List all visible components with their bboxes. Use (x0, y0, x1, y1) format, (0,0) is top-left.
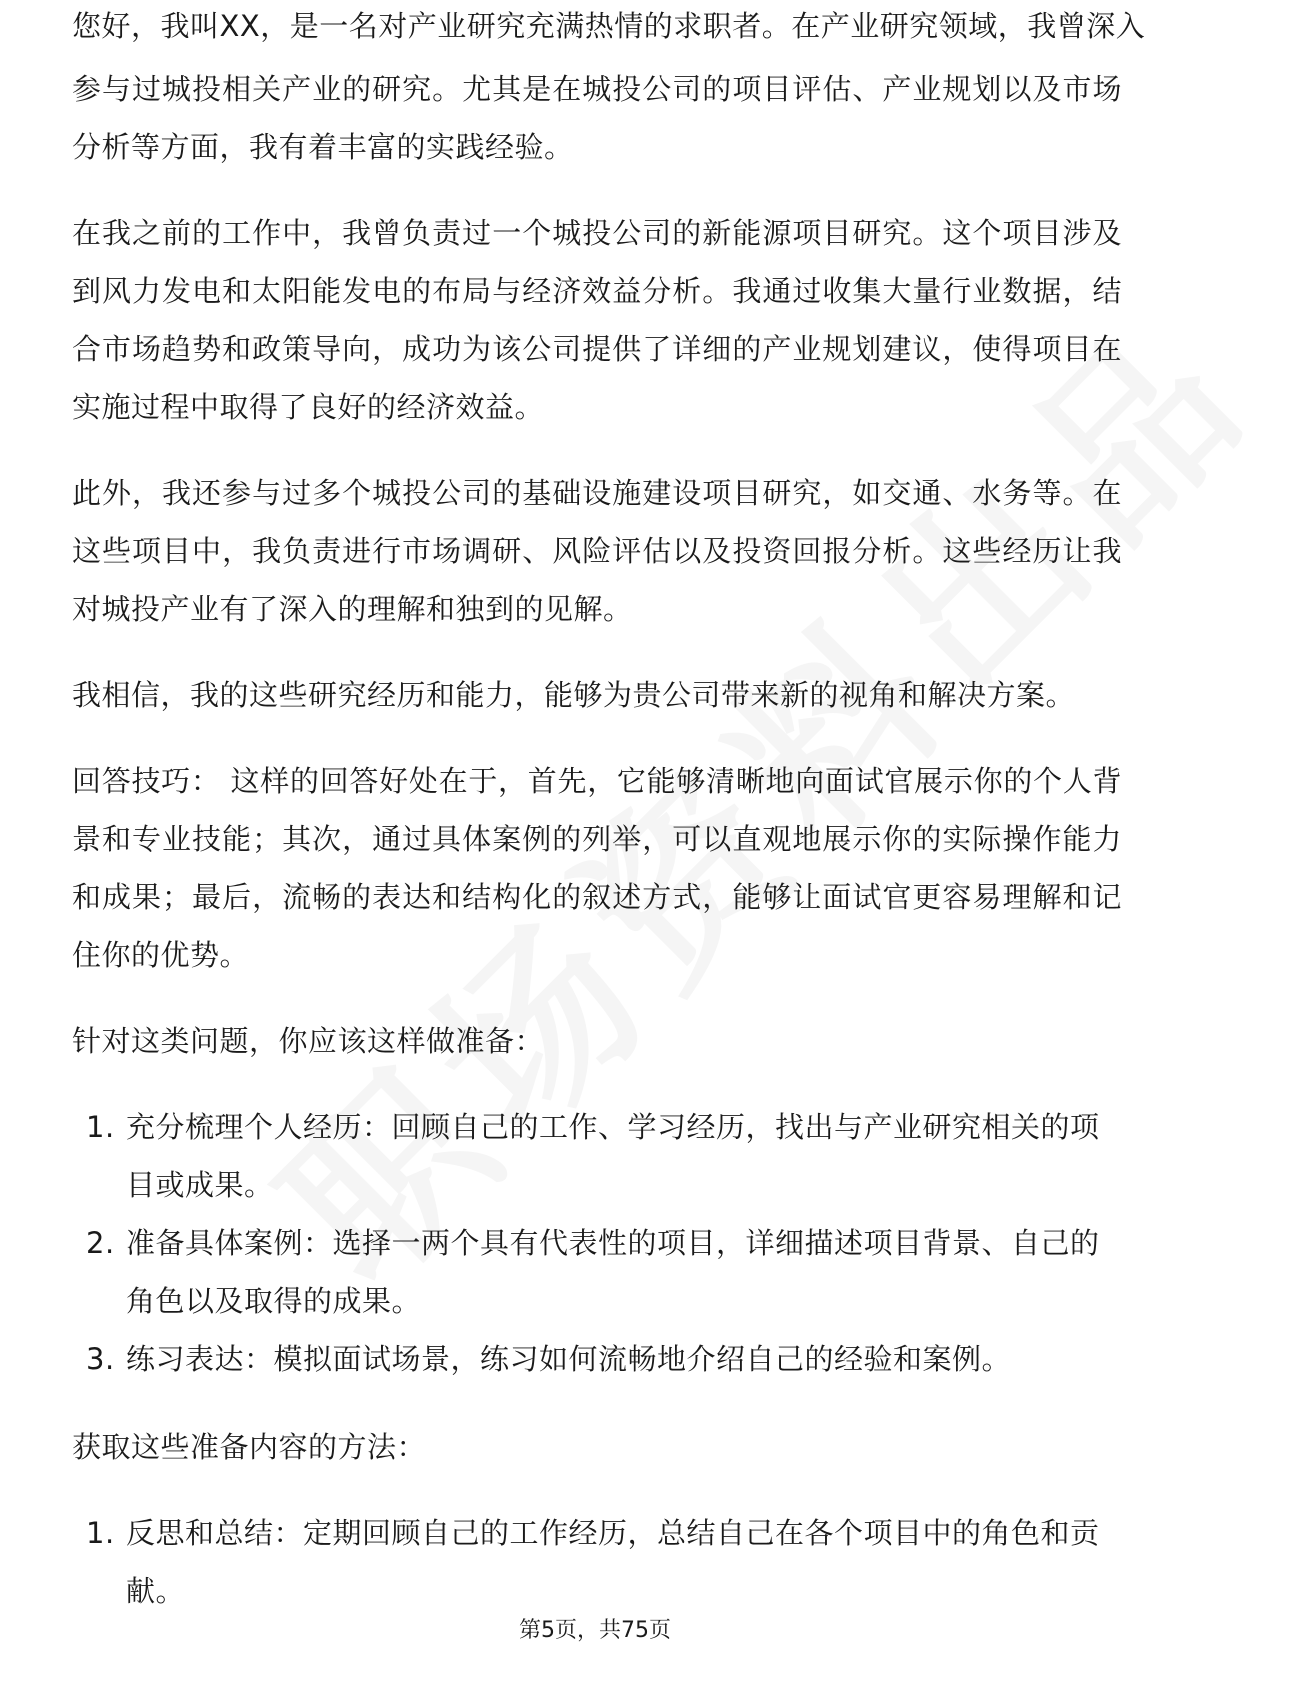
list-item-text: 练习表达：模拟面试场景，练习如何流畅地介绍自己的经验和案例。 (126, 1342, 1012, 1376)
paragraph-experience-intro: 参与过城投相关产业的研究。尤其是在城投公司的项目评估、产业规划以及市场分析等方面，我有着丰富的实践经验。 (72, 72, 1122, 164)
paragraph-conclusion: 我相信，我的这些研究经历和能力，能够为贵公司带来新的视角和解决方案。 (72, 678, 1076, 712)
paragraph-new-energy-project: 在我之前的工作中，我曾负责过一个城投公司的新能源项目研究。这个项目涉及到风力发电和太阳能发电的布局与经济效益分析。我通过收集大量行业数据，结合市场趋势和政策导向，成功为该公司提供了详细的产业规划建议，使得项目在实施过程中取得了良好的经济效益。 (72, 216, 1122, 424)
list-item-number: 3. (86, 1342, 115, 1376)
list-item-text: 充分梳理个人经历：回顾自己的工作、学习经历，找出与产业研究相关的项目或成果。 (126, 1110, 1100, 1202)
document-body (72, 30, 1122, 1650)
list-item (72, 1098, 1122, 1214)
page-footer: 第5页，共75页 (519, 1618, 671, 1643)
list-item-number: 1. (86, 1516, 115, 1550)
list-item-number: 2. (86, 1226, 115, 1260)
list-item-text: 准备具体案例：选择一两个具有代表性的项目，详细描述项目背景、自己的角色以及取得的成果。 (126, 1226, 1100, 1318)
paragraph-preparation-heading: 针对这类问题，你应该这样做准备： (72, 1024, 545, 1058)
list-item (72, 1504, 1122, 1620)
paragraph-infrastructure-projects: 此外，我还参与过多个城投公司的基础设施建设项目研究，如交通、水务等。在这些项目中，我负责进行市场调研、风险评估以及投资回报分析。这些经历让我对城投产业有了深入的理解和独到的见解。 (72, 476, 1122, 626)
paragraph-methods-heading: 获取这些准备内容的方法： (72, 1430, 427, 1464)
list-item-number: 1. (86, 1110, 115, 1144)
paragraph-answer-tips: 回答技巧： 这样的回答好处在于，首先，它能够清晰地向面试官展示你的个人背景和专业技能；其次，通过具体案例的列举，可以直观地展示你的实际操作能力和成果；最后，流畅的表达和结构化的叙述方式，能够让面试官更容易理解和记住你的优势。 (72, 764, 1122, 972)
list-item (72, 1330, 1122, 1388)
methods-list (72, 1504, 1122, 1620)
top-partial-line: 您好，我叫XX，是一名对产业研究充满热情的求职者。在产业研究领域，我曾深入 (72, 9, 1146, 43)
list-item (72, 1214, 1122, 1330)
preparation-list (72, 1098, 1122, 1388)
list-item-text: 反思和总结：定期回顾自己的工作经历，总结自己在各个项目中的角色和贡献。 (126, 1516, 1100, 1608)
